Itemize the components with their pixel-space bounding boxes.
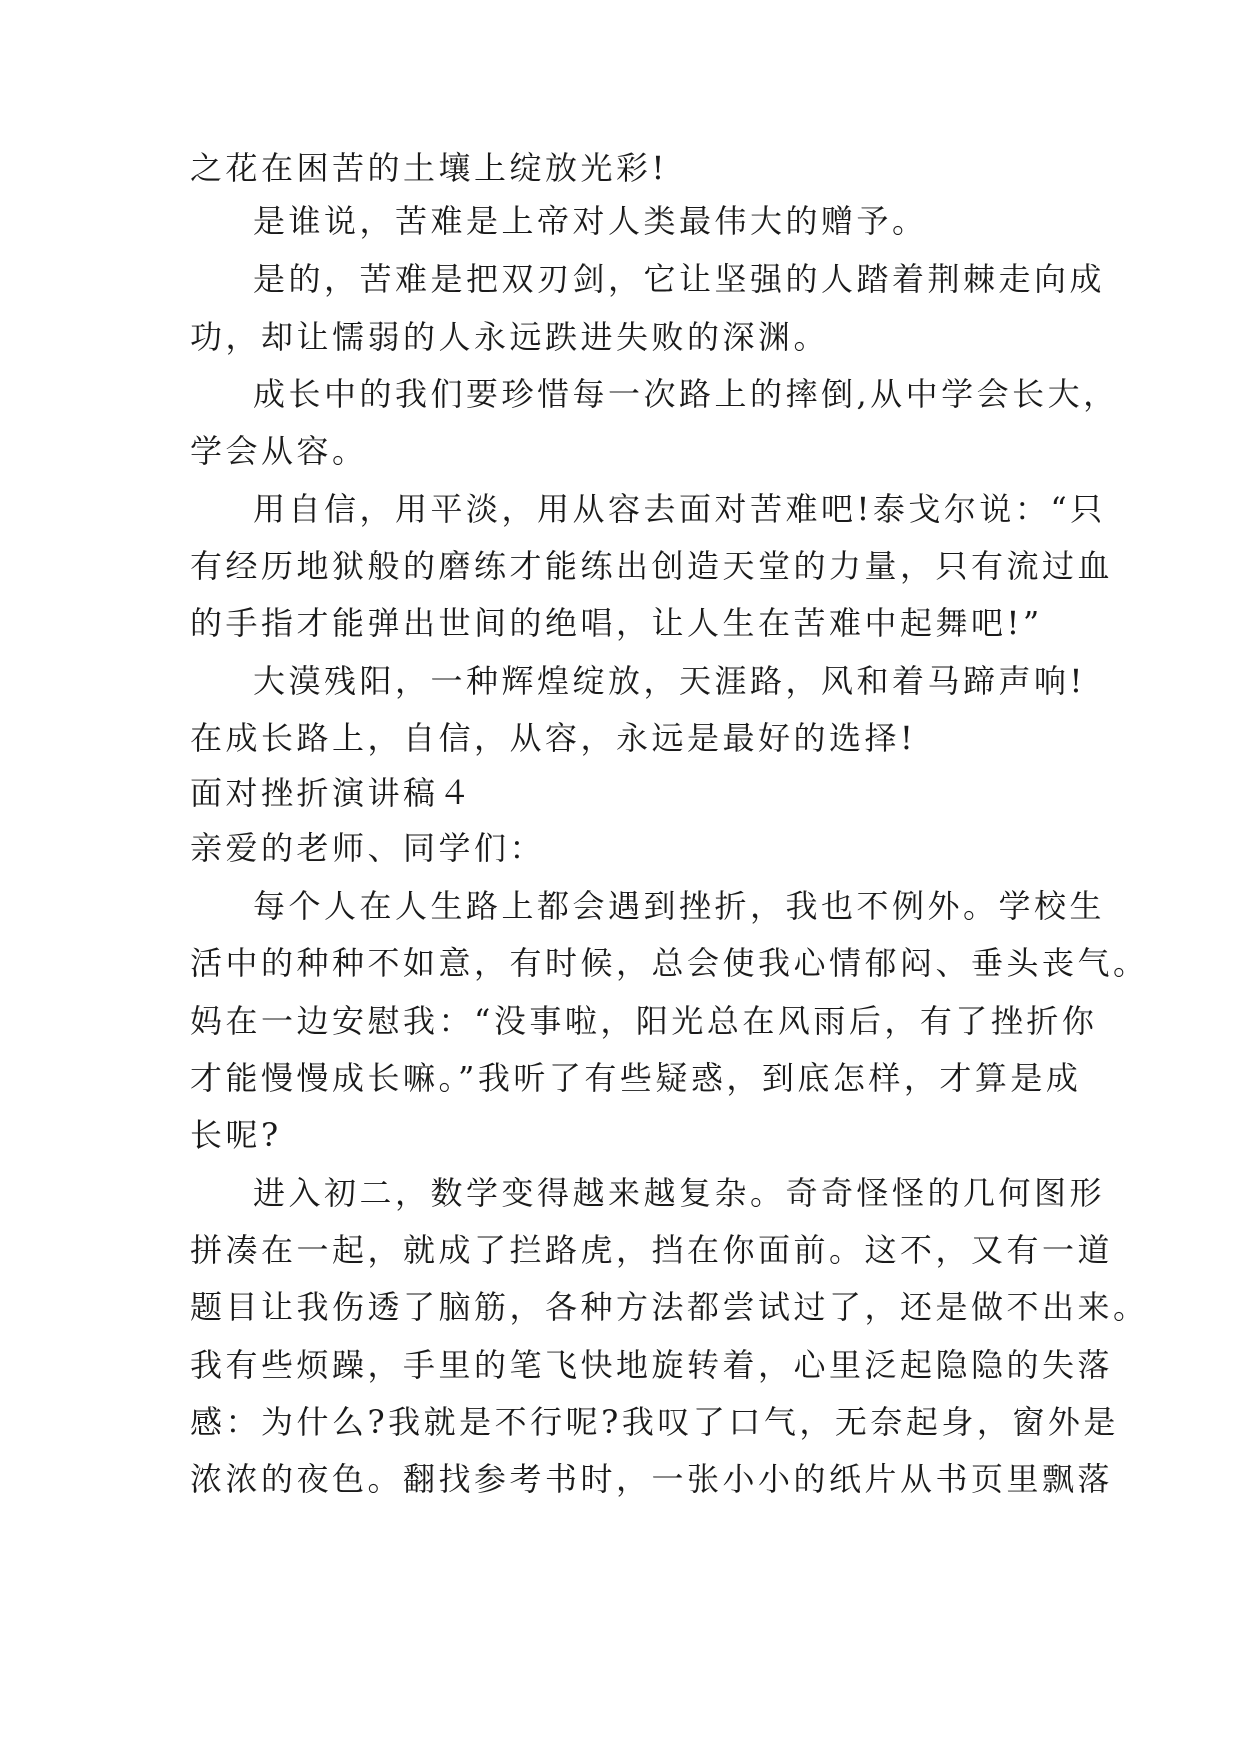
text-line: 活中的种种不如意，有时候，总会使我心情郁闷、垂头丧气。 <box>190 944 1149 982</box>
text-line: 是的，苦难是把双刃剑，它让坚强的人踏着荆棘走向成 <box>253 260 1106 298</box>
text-line: 成长中的我们要珍惜每一次路上的摔倒,从中学会长大， <box>253 375 1119 413</box>
text-line: 浓浓的夜色。翻找参考书时，一张小小的纸片从书页里飘落 <box>190 1460 1114 1498</box>
text-line: 大漠残阳，一种辉煌绽放，天涯路，风和着马蹄声响! <box>253 662 1086 700</box>
text-line: 才能慢慢成长嘛。”我听了有些疑惑，到底怎样，才算是成 <box>190 1059 1082 1097</box>
section-heading: 面对挫折演讲稿４ <box>190 774 475 812</box>
text-line: 感：为什么?我就是不行呢?我叹了口气，无奈起身，窗外是 <box>190 1403 1119 1441</box>
text-line: 拼凑在一起，就成了拦路虎，挡在你面前。这不，又有一道 <box>190 1231 1114 1269</box>
text-line: 在成长路上，自信，从容，永远是最好的选择! <box>190 719 917 757</box>
text-line: 有经历地狱般的磨练才能练出创造天堂的力量，只有流过血 <box>190 547 1114 585</box>
salutation: 亲爱的老师、同学们： <box>190 829 546 867</box>
text-line: 是谁说，苦难是上帝对人类最伟大的赠予。 <box>253 202 928 240</box>
text-line: 之花在困苦的土壤上绽放光彩! <box>190 149 668 187</box>
text-line: 用自信，用平淡，用从容去面对苦难吧!泰戈尔说：“只 <box>253 490 1106 528</box>
text-line: 每个人在人生路上都会遇到挫折，我也不例外。学校生 <box>253 887 1106 925</box>
text-line: 我有些烦躁，手里的笔飞快地旋转着，心里泛起隐隐的失落 <box>190 1346 1114 1384</box>
text-line: 妈在一边安慰我：“没事啦，阳光总在风雨后，有了挫折你 <box>190 1002 1098 1040</box>
text-line: 的手指才能弹出世间的绝唱，让人生在苦难中起舞吧!” <box>190 604 1043 642</box>
text-line: 学会从容。 <box>190 432 368 470</box>
text-line: 功，却让懦弱的人永远跌进失败的深渊。 <box>190 318 830 356</box>
text-line: 进入初二，数学变得越来越复杂。奇奇怪怪的几何图形 <box>253 1174 1106 1212</box>
text-line: 题目让我伤透了脑筋，各种方法都尝试过了，还是做不出来。 <box>190 1288 1149 1326</box>
text-line: 长呢? <box>190 1116 282 1154</box>
